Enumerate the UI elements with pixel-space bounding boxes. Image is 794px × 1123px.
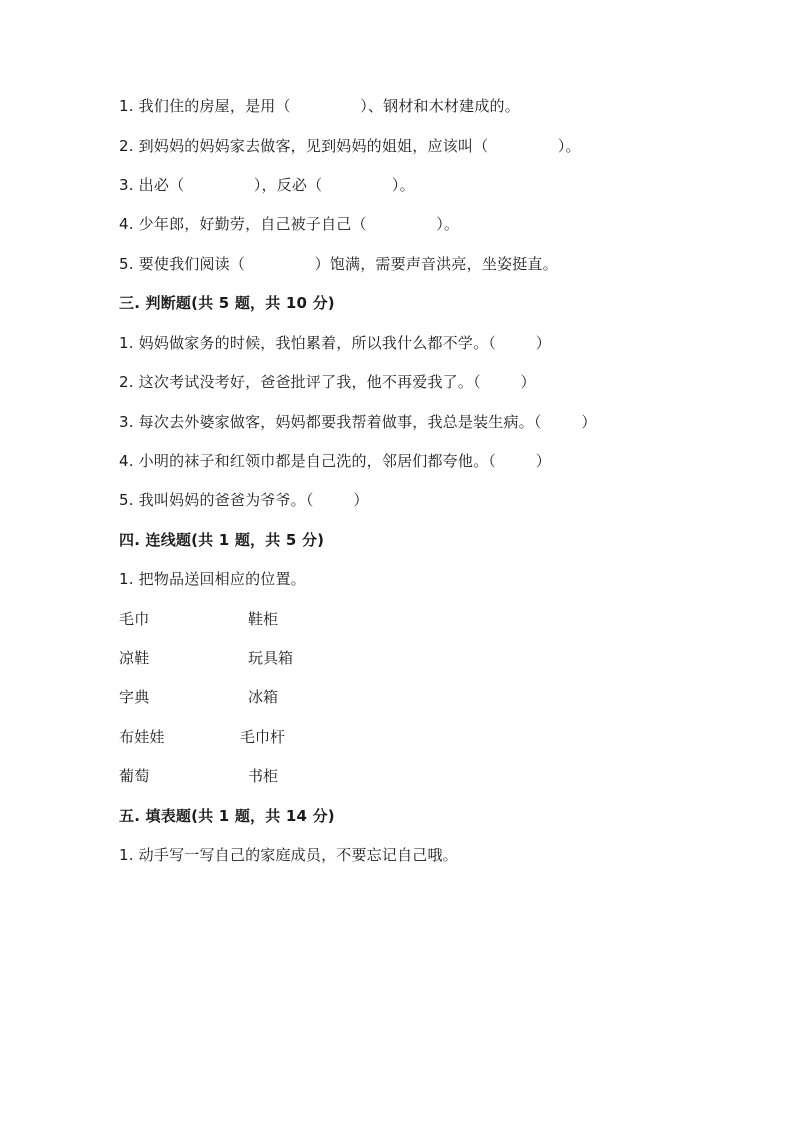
fill-blank-item-2: 2. 到妈妈的妈妈家去做客，见到妈妈的姐姐，应该叫（ ）。 [119,137,581,155]
judgment-item-3: 3. 每次去外婆家做客，妈妈都要我帮着做事，我总是装生病。（ ） [119,413,597,431]
matching-left-item: 凉鞋 [119,649,150,667]
matching-question: 1. 把物品送回相应的位置。 [119,570,306,588]
matching-left-item: 葡萄 [119,767,150,785]
matching-left-item: 毛巾 [119,610,150,628]
section-table-heading: 五. 填表题(共 1 题，共 14 分) [119,807,335,825]
matching-right-item: 冰箱 [248,688,279,706]
matching-right-item: 书柜 [248,767,279,785]
matching-right-item: 玩具箱 [248,649,294,667]
fill-blank-item-4: 4. 少年郎，好勤劳，自己被子自己（ ）。 [119,215,460,233]
judgment-item-1: 1. 妈妈做家务的时候，我怕累着，所以我什么都不学。（ ） [119,334,551,352]
fill-blank-item-1: 1. 我们住的房屋，是用（ ）、钢材和木材建成的。 [119,97,520,115]
judgment-item-2: 2. 这次考试没考好，爸爸批评了我，他不再爱我了。（ ） [119,373,536,391]
fill-blank-item-3: 3. 出必（ ），反必（ ）。 [119,176,415,194]
judgment-item-4: 4. 小明的袜子和红领巾都是自己洗的，邻居们都夸他。（ ） [119,452,551,470]
section-matching-heading: 四. 连线题(共 1 题，共 5 分) [119,531,325,549]
matching-left-item: 布娃娃 [119,728,165,746]
judgment-item-5: 5. 我叫妈妈的爸爸为爷爷。（ ） [119,491,369,509]
fill-blank-item-5: 5. 要使我们阅读（ ）饱满，需要声音洪亮，坐姿挺直。 [119,255,558,273]
matching-right-item: 鞋柜 [248,610,279,628]
matching-right-item: 毛巾杆 [240,728,286,746]
matching-left-item: 字典 [119,688,150,706]
table-fill-question: 1. 动手写一写自己的家庭成员，不要忘记自己哦。 [119,846,458,864]
section-judgment-heading: 三. 判断题(共 5 题，共 10 分) [119,294,335,312]
